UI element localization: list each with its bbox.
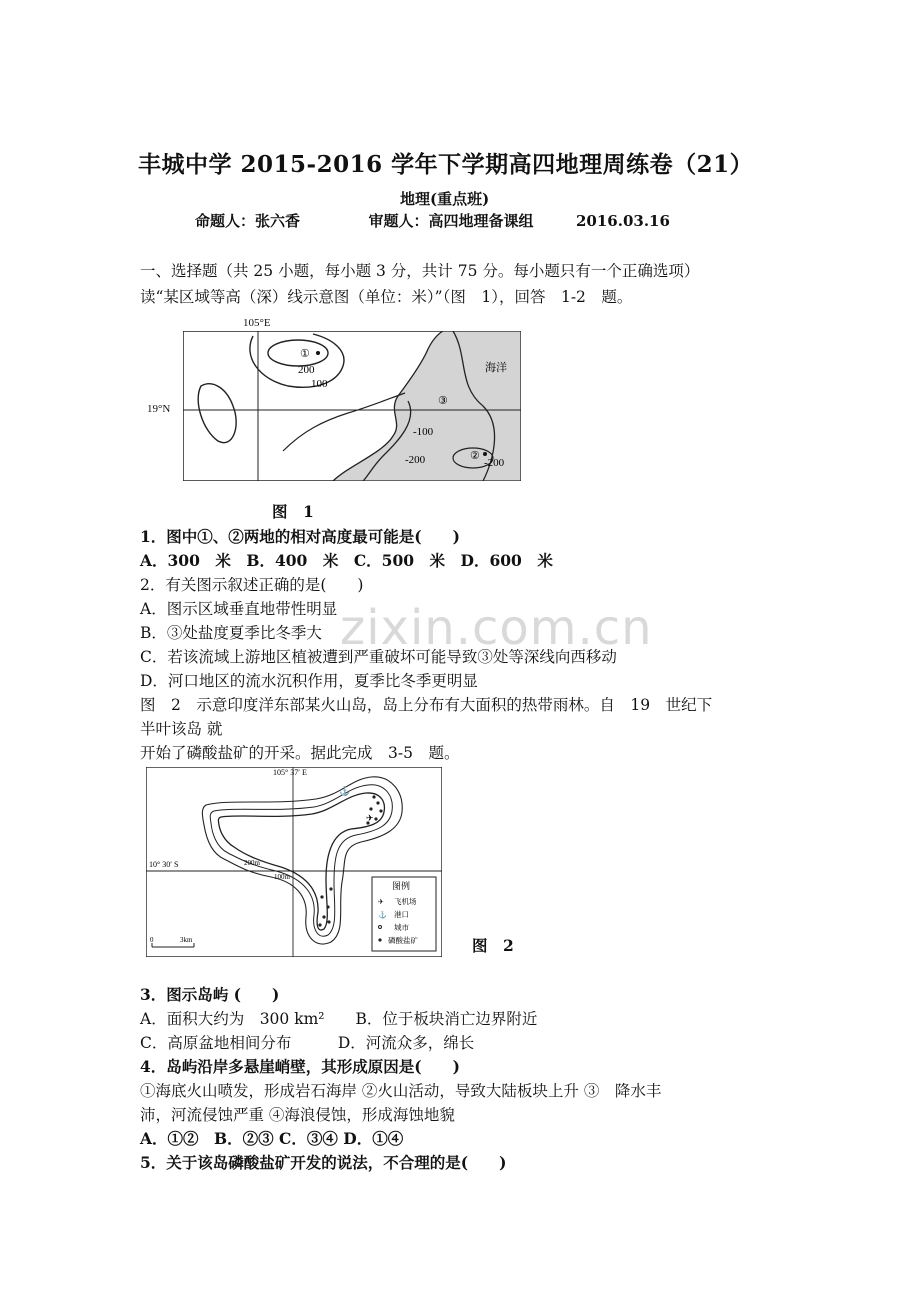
q1-options: A．300 米 B．400 米 C．500 米 D．600 米 <box>140 551 553 570</box>
fig2-legend-port: 港口 <box>394 910 409 919</box>
intro2-line1: 图 2 示意印度洋东部某火山岛，岛上分布有大面积的热带雨林。自 19 世纪下 <box>140 696 713 714</box>
q4-line1: ①海底火山喷发，形成岩石海岸 ②火山活动，导致大陆板块上升 ③ 降水丰 <box>140 1082 662 1100</box>
fig2-scale-0: 0 <box>150 936 154 944</box>
fig1-label-200: 200 <box>298 364 315 376</box>
section-heading: 一、选择题（共 25 小题，每小题 3 分，共计 75 分。每小题只有一个正确选项） <box>140 262 700 280</box>
fig2-legend-mine: 磷酸盐矿 <box>388 936 418 945</box>
figure1-intro: 读“某区域等高（深）线示意图（单位：米）”（图 1），回答 1-2 题。 <box>140 288 633 306</box>
fig2-contour-200: 200m <box>244 859 260 867</box>
fig1-lat-label: 19°N <box>147 403 171 415</box>
fig1-label-100: 100 <box>311 378 328 390</box>
fig1-sea-label: 海洋 <box>485 362 507 374</box>
fig1-label-m100: -100 <box>413 426 434 438</box>
q5-stem: 5．关于该岛磷酸盐矿开发的说法，不合理的是( ) <box>140 1153 507 1172</box>
page-title: 丰城中学 2015-2016 学年下学期高四地理周练卷（21） <box>138 151 754 178</box>
reviewer: 审题人：高四地理备课组 <box>368 212 534 230</box>
fig2-scale-km: 3km <box>180 936 193 944</box>
fig2-legend-title: 图例 <box>392 881 411 891</box>
q2-option-d: D．河口地区的流水沉积作用，夏季比冬季更明显 <box>140 672 478 690</box>
q3-options-ab: A．面积大约为 300 km² B．位于板块消亡边界附近 <box>140 1010 538 1028</box>
fig1-label-2: ② <box>470 450 480 462</box>
fig2-legend-city: 城市 <box>394 923 409 932</box>
authors-line <box>195 210 670 231</box>
intro2-line3: 开始了磷酸盐矿的开采。据此完成 3-5 题。 <box>140 744 460 762</box>
fig2-contour-100: 100m <box>274 873 290 881</box>
fig2-port-symbol: ⚓ <box>339 786 351 796</box>
fig2-lon-label: 105° 37′ E <box>273 768 307 777</box>
fig2-lat-label: 10° 30′ S <box>149 860 179 869</box>
q2-stem: 2．有关图示叙述正确的是( ) <box>140 576 364 594</box>
q4-line2: 沛，河流侵蚀严重 ④海浪侵蚀，形成海蚀地貌 <box>140 1106 455 1124</box>
q4-stem: 4．岛屿沿岸多悬崖峭壁，其形成原因是( ) <box>140 1057 460 1076</box>
fig2-island-svg <box>146 767 442 957</box>
q3-options-cd: C．高原盆地相间分布 D．河流众多，绵长 <box>140 1034 475 1052</box>
fig1-label-1: ① <box>300 348 310 360</box>
q2-option-a: A．图示区域垂直地带性明显 <box>140 600 338 618</box>
fig1-label-m200b: -200 <box>484 457 505 469</box>
fig1-label-m200: -200 <box>405 454 426 466</box>
fig2-caption: 图 2 <box>472 936 514 955</box>
q2-option-b: B．③处盐度夏季比冬季大 <box>140 624 322 642</box>
fig2-airport-symbol: ✈ <box>366 813 374 823</box>
q1-stem: 1．图中①、②两地的相对高度最可能是( ) <box>140 527 460 546</box>
fig1-contour-svg <box>183 331 521 481</box>
legend-airport-icon: ✈ <box>378 898 384 906</box>
watermark: zixin.com.cn <box>340 600 653 656</box>
date: 2016.03.16 <box>575 212 670 230</box>
subtitle: 地理(重点班) <box>400 190 490 208</box>
q2-option-c: C．若该流域上游地区植被遭到严重破坏可能导致③处等深线向西移动 <box>140 648 617 666</box>
q3-stem: 3．图示岛屿 ( ) <box>140 985 280 1004</box>
legend-port-icon: ⚓ <box>378 911 387 919</box>
legend-mine-icon <box>378 938 381 941</box>
fig1-lon-label: 105°E <box>243 317 271 329</box>
fig1-caption: 图 1 <box>272 502 314 521</box>
fig2-legend-airport: 飞机场 <box>394 897 417 906</box>
fig1-label-3: ③ <box>438 395 448 407</box>
author: 命题人：张六香 <box>195 212 301 230</box>
q4-options: A．①② B．②③ C．③④ D．①④ <box>140 1129 404 1148</box>
intro2-line2: 半叶该岛 就 <box>140 720 223 738</box>
